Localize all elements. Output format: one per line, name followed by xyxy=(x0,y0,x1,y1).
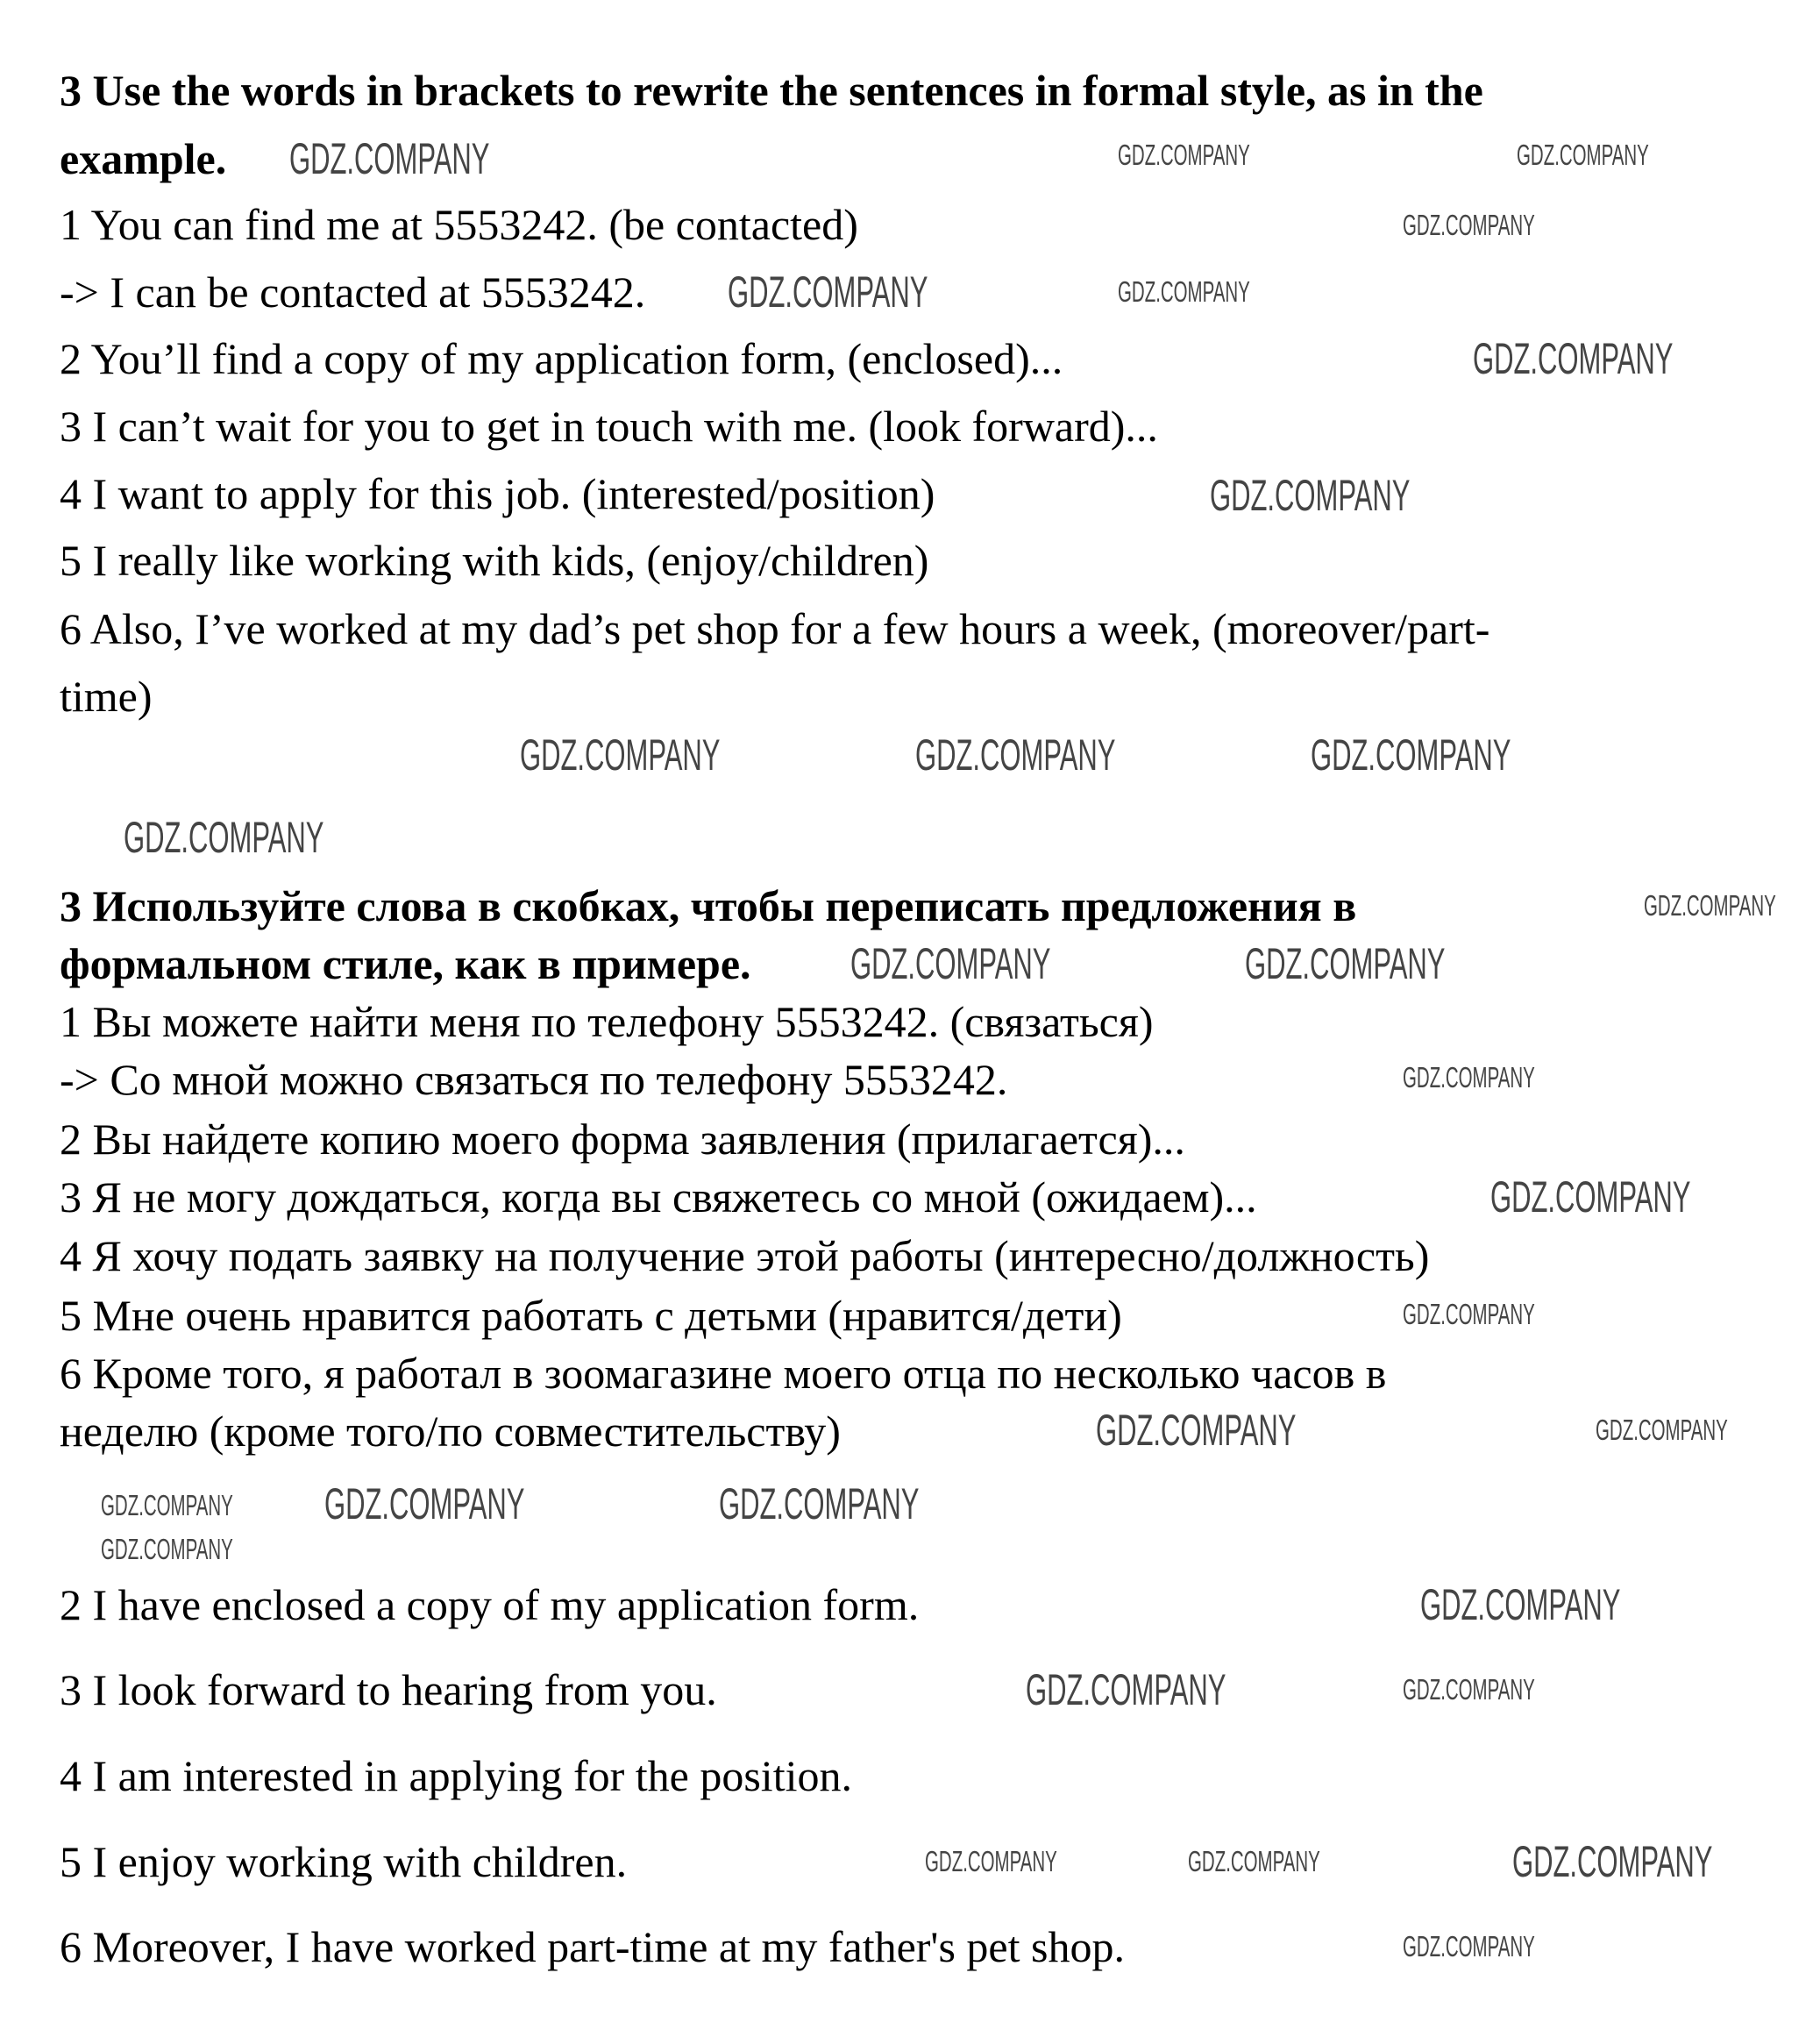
answer-item: 2 I have enclosed a copy of my application form. xyxy=(60,1580,920,1629)
answer-item: 3 I look forward to hearing from you. xyxy=(60,1665,717,1714)
watermark: GDZ.COMPANY xyxy=(850,939,1051,988)
task-item: 3 I can’t wait for you to get in touch with me. (look forward)... xyxy=(60,402,1158,451)
watermark: GDZ.COMPANY xyxy=(1490,1172,1691,1222)
watermark: GDZ.COMPANY xyxy=(1188,1845,1320,1877)
watermark: GDZ.COMPANY xyxy=(719,1479,920,1528)
task-item: 3 Я не могу дождаться, когда вы свяжетесь со мной (ожидаем)... xyxy=(60,1172,1257,1222)
watermark: GDZ.COMPANY xyxy=(324,1479,525,1528)
watermark: GDZ.COMPANY xyxy=(1512,1837,1713,1886)
watermark: GDZ.COMPANY xyxy=(1403,1298,1535,1330)
watermark: GDZ.COMPANY xyxy=(101,1533,233,1565)
watermark: GDZ.COMPANY xyxy=(289,134,490,183)
watermark: GDZ.COMPANY xyxy=(1096,1406,1297,1455)
watermark: GDZ.COMPANY xyxy=(1596,1414,1728,1446)
watermark: GDZ.COMPANY xyxy=(1118,275,1250,308)
task-title: формальном стиле, как в примере. xyxy=(60,939,751,988)
task-title: example. xyxy=(60,134,227,183)
task-item: 2 Вы найдете копию моего форма заявления (прилагается)... xyxy=(60,1115,1185,1164)
task-item: 6 Also, I’ve worked at my dad’s pet shop for a few hours a week, (moreover/part- xyxy=(60,604,1490,653)
task-title: 3 Use the words in brackets to rewrite the sentences in formal style, as in the xyxy=(60,66,1483,115)
watermark: GDZ.COMPANY xyxy=(124,813,324,862)
task-item: 2 You’ll find a copy of my application form, (enclosed)... xyxy=(60,334,1063,383)
task-item: 1 Вы можете найти меня по телефону 5553242. (связаться) xyxy=(60,997,1154,1046)
answer-item: 6 Moreover, I have worked part-time at my father's pet shop. xyxy=(60,1922,1125,1971)
watermark: GDZ.COMPANY xyxy=(728,267,928,317)
watermark: GDZ.COMPANY xyxy=(1245,939,1446,988)
answer-item: 4 I am interested in applying for the position. xyxy=(60,1751,852,1800)
watermark: GDZ.COMPANY xyxy=(1210,471,1411,520)
watermark: GDZ.COMPANY xyxy=(1517,139,1649,171)
task-example: -> I can be contacted at 5553242. xyxy=(60,267,646,317)
task-item: 1 You can find me at 5553242. (be contacted) xyxy=(60,200,858,249)
task-item: 4 Я хочу подать заявку на получение этой работы (интересно/должность) xyxy=(60,1231,1430,1280)
task-item: time) xyxy=(60,672,153,721)
answer-item: 5 I enjoy working with children. xyxy=(60,1837,628,1886)
watermark: GDZ.COMPANY xyxy=(915,730,1116,780)
watermark: GDZ.COMPANY xyxy=(1403,209,1535,241)
watermark: GDZ.COMPANY xyxy=(1403,1930,1535,1962)
watermark: GDZ.COMPANY xyxy=(1403,1061,1535,1093)
task-item: 6 Кроме того, я работал в зоомагазине моего отца по несколько часов в xyxy=(60,1349,1387,1398)
task-example: -> Со мной можно связаться по телефону 5553242. xyxy=(60,1055,1008,1104)
watermark: GDZ.COMPANY xyxy=(1118,139,1250,171)
watermark: GDZ.COMPANY xyxy=(1026,1665,1226,1714)
watermark: GDZ.COMPANY xyxy=(1420,1580,1621,1629)
task-title: 3 Используйте слова в скобках, чтобы переписать предложения в xyxy=(60,881,1357,930)
watermark: GDZ.COMPANY xyxy=(101,1489,233,1521)
watermark: GDZ.COMPANY xyxy=(1403,1673,1535,1706)
watermark: GDZ.COMPANY xyxy=(1311,730,1511,780)
watermark: GDZ.COMPANY xyxy=(1473,334,1674,383)
task-item: 5 I really like working with kids, (enjoy/children) xyxy=(60,536,929,585)
task-item: неделю (кроме того/по совместительству) xyxy=(60,1407,841,1456)
watermark: GDZ.COMPANY xyxy=(925,1845,1057,1877)
watermark: GDZ.COMPANY xyxy=(520,730,721,780)
task-item: 5 Мне очень нравится работать с детьми (нравится/дети) xyxy=(60,1291,1122,1340)
watermark: GDZ.COMPANY xyxy=(1644,889,1776,922)
task-item: 4 I want to apply for this job. (interested/position) xyxy=(60,469,935,518)
